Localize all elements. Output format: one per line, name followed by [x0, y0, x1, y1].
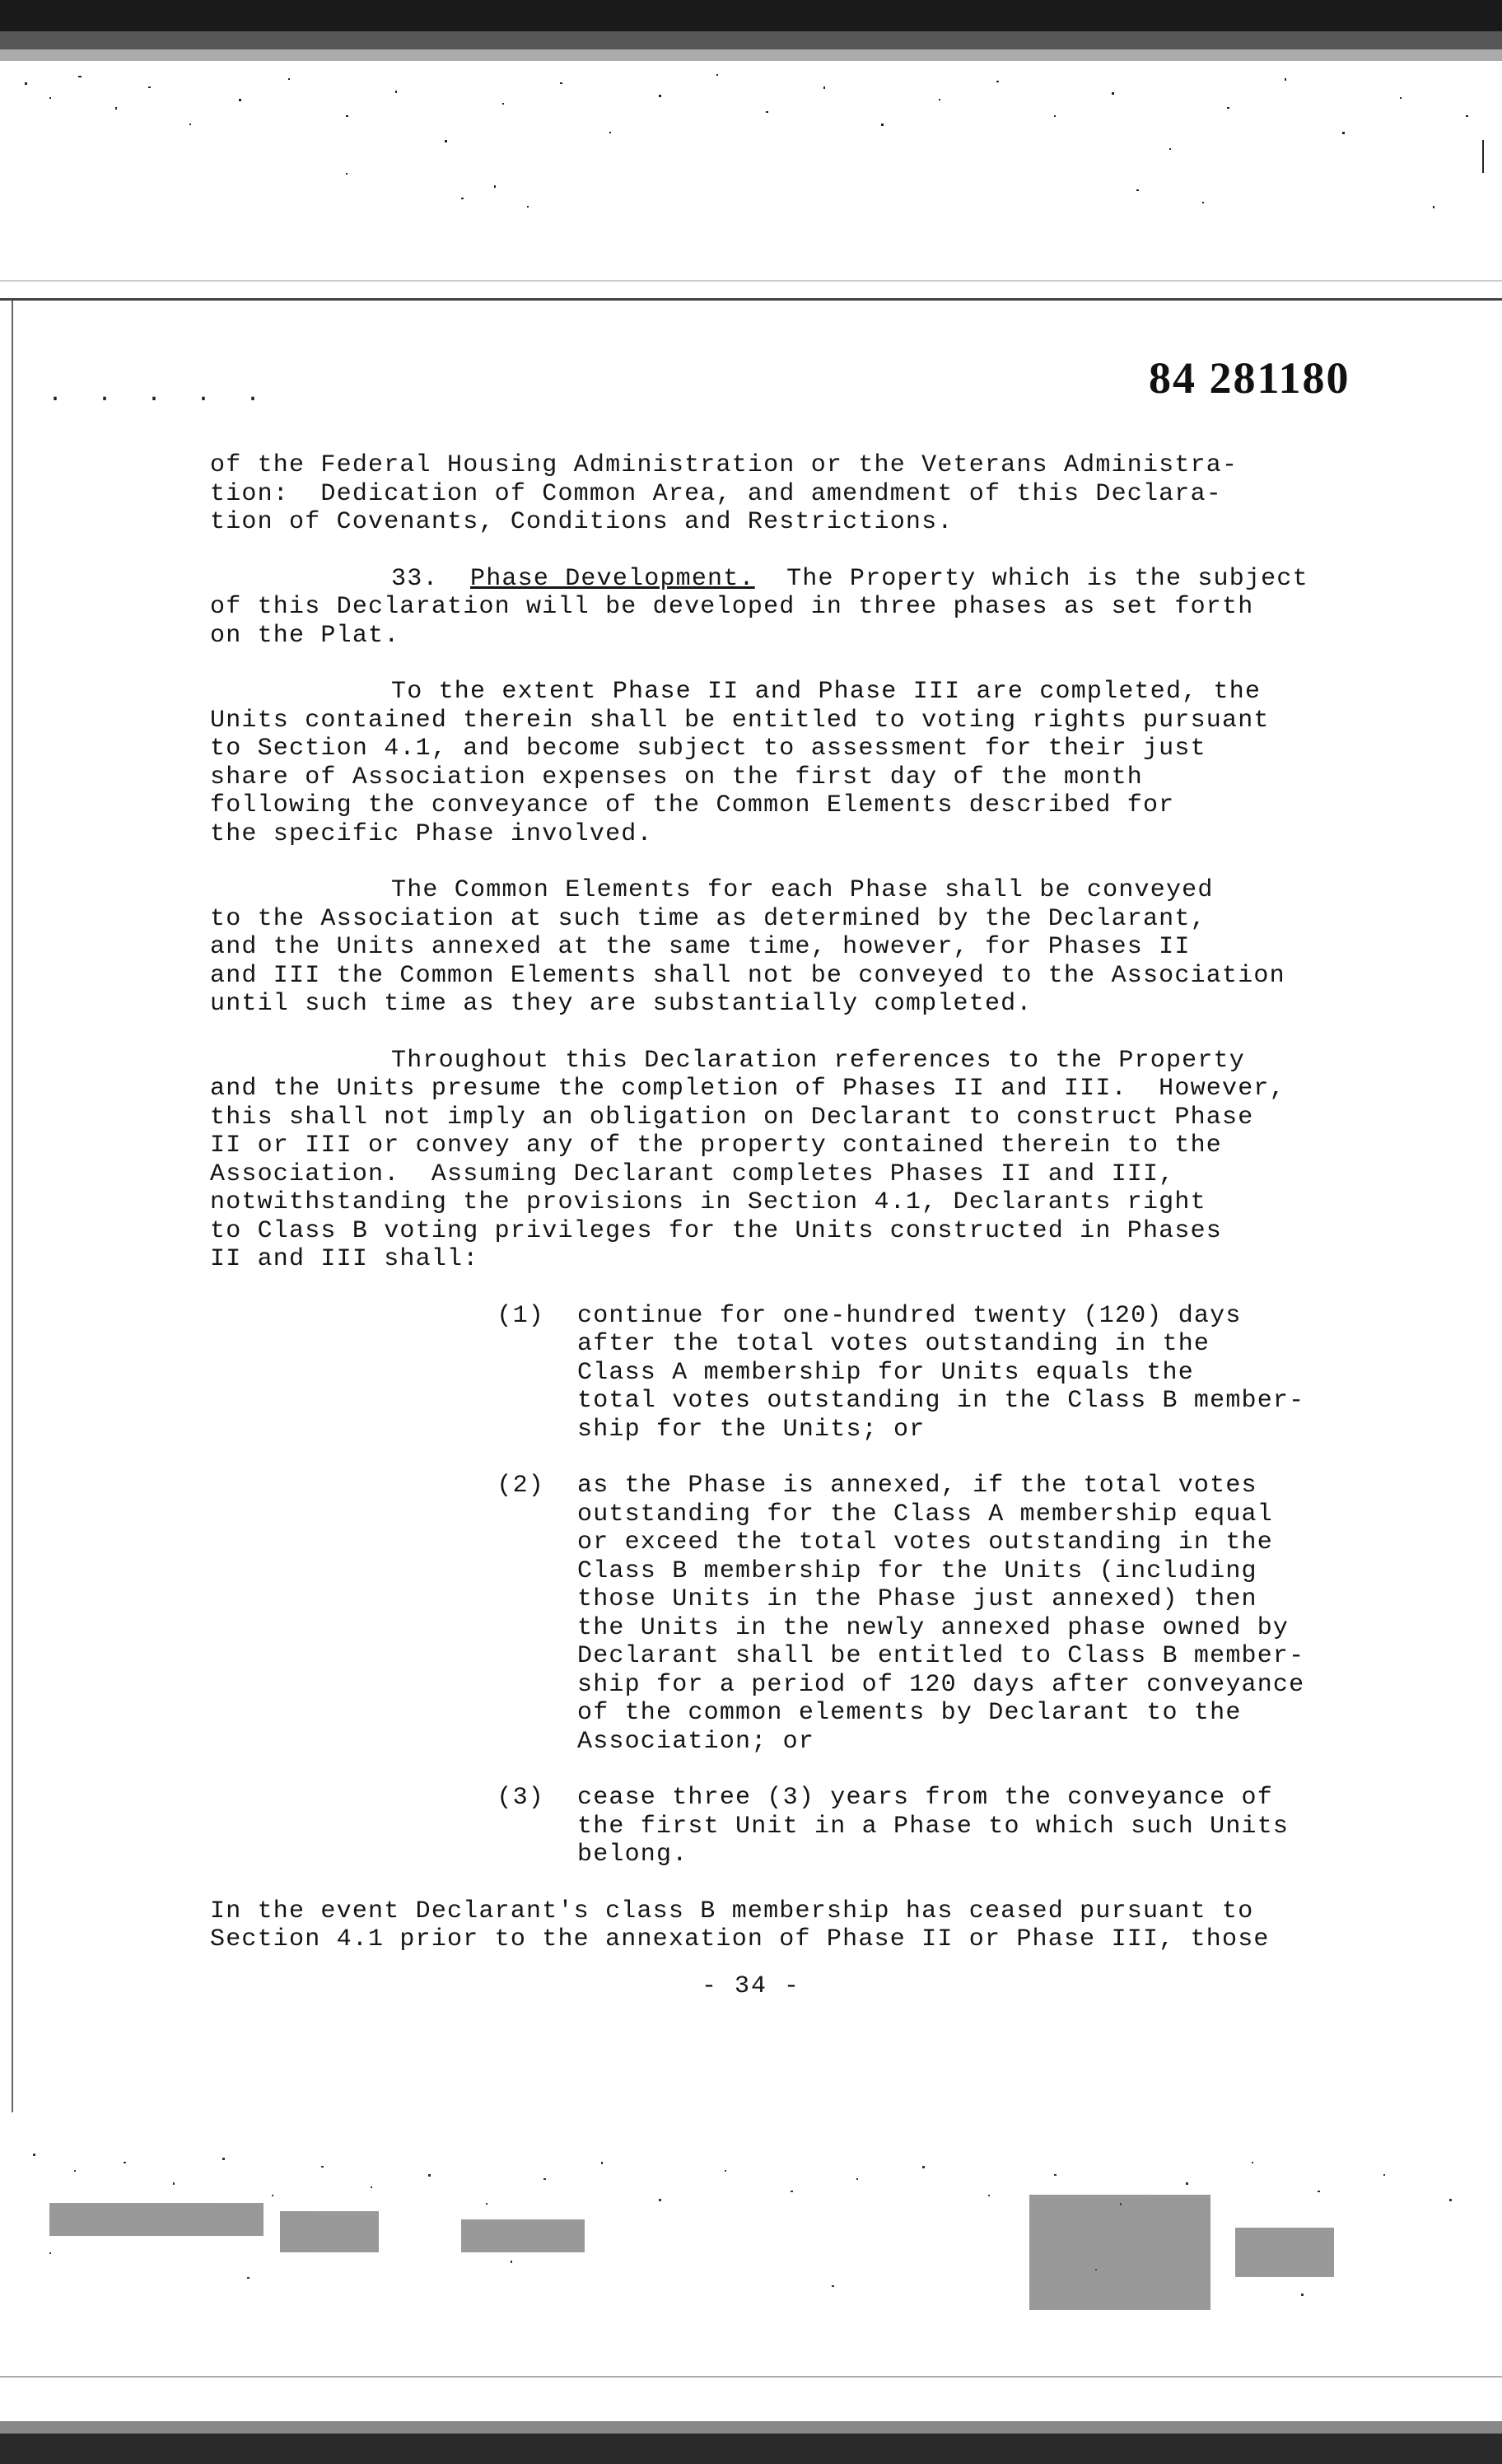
scan-left-edge [12, 301, 13, 2112]
paragraph-continuation: of the Federal Housing Administration or the Veterans Administra- tion: Dedication of Common Area, and amendment of this Declara- tion of Covenants, Conditions and Restrictions. [210, 451, 1238, 536]
list-item-number: (3) [497, 1784, 544, 1812]
page-number: - 34 - [701, 1972, 801, 2000]
paragraph-common-elements-rest: to the Association at such time as determined by the Declarant, and the Units annexed at the same time, however, for Phases II and III the Common Elements shall not be conveyed to the Association until such time as they are substantially completed. [210, 904, 1285, 1018]
document-number: 84 281180 [1149, 353, 1350, 403]
scan-noise-top [0, 0, 1502, 305]
section-33-body: of this Declaration will be developed in three phases as set forth on the Plat. [210, 593, 1254, 650]
list-item [210, 1472, 1437, 1756]
scan-noise-bottom [0, 2104, 1502, 2464]
paragraph-throughout-first: Throughout this Declaration references to the Property [391, 1046, 1245, 1075]
paragraph-voting-rest: Units contained therein shall be entitled to voting rights pursuant to Section 4.1, and become subject to assessment for their just share of Association expenses on the first day of the month following the conveyance of the Common Elements described for the specific Phase involved. [210, 706, 1270, 848]
paragraph-common-elements-first: The Common Elements for each Phase shall be conveyed [391, 876, 1214, 904]
list-item-text: cease three (3) years from the conveyance of the first Unit in a Phase to which such Units belong. [577, 1784, 1290, 1869]
list-item [210, 1784, 1437, 1869]
list-item [210, 1302, 1437, 1444]
section-number: 33. [391, 564, 439, 593]
list-item-number: (2) [497, 1472, 544, 1500]
document-body [210, 451, 1437, 1954]
scan-specks: · · · · · [48, 385, 271, 413]
list-item-number: (1) [497, 1301, 544, 1330]
paragraph-voting-first: To the extent Phase II and Phase III are completed, the [391, 678, 1262, 706]
list-item-text: continue for one-hundred twenty (120) days after the total votes outstanding in the Class A membership for Units equals the total votes outstanding in the Class B member- ship for the Units; or [577, 1301, 1305, 1444]
section-first-line-text: The Property which is the subject [754, 564, 1308, 593]
paragraph-class-b-ceased: In the event Declarant's class B membership has ceased pursuant to Section 4.1 prior to the annexation of Phase II or Phase III, those [210, 1897, 1270, 1953]
section-33-first-line [210, 565, 1437, 594]
list-item-text: as the Phase is annexed, if the total votes outstanding for the Class A membership equal or exceed the total votes outstanding in the Class B membership for the Units (including those Units in the Phase just annexed) then the Units in the newly annexed phase owned by Declarant shall be entitled to Class B member- ship for a period of 120 days after conveyance of the common elements by Declarant to the Association; or [577, 1472, 1305, 1756]
scan-border-line [0, 298, 1502, 301]
section-heading: Phase Development. [470, 564, 755, 593]
paragraph-throughout-rest: and the Units presume the completion of Phases II and III. However, this shall not imply an obligation on Declarant to construct Phase II or III or convey any of the property contained therein to the Association. Assuming Declarant completes Phases II and III, notwithstanding the provisions in Section 4.1, Declarants right to Class B voting privileges for the Units constructed in Phases II and III shall: [210, 1075, 1285, 1273]
